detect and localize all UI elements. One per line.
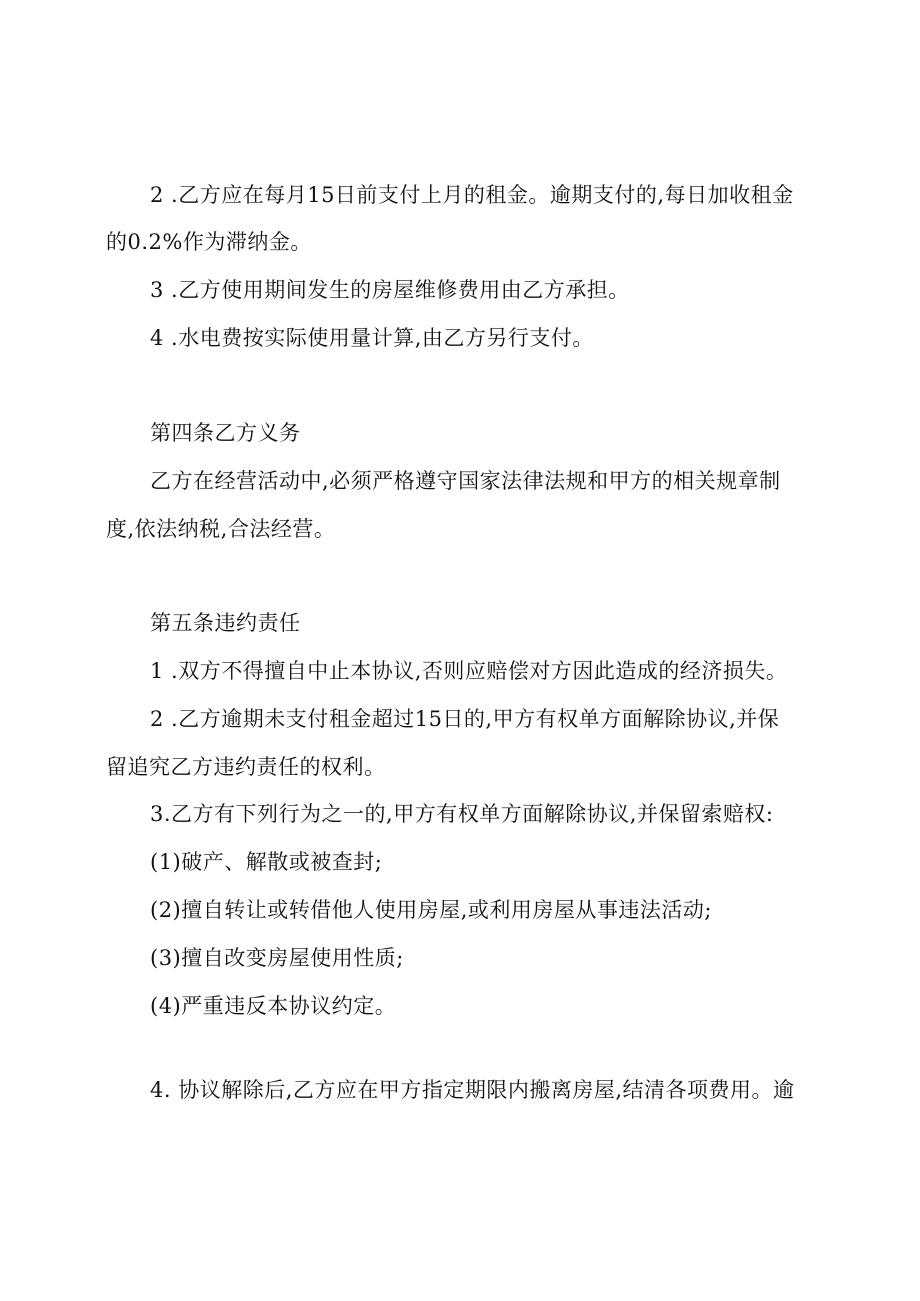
clause-5-item-3-sub-3: (3)擅自改变房屋使用性质; <box>150 946 404 970</box>
clause-5-item-2-line-2: 留追究乙方违约责任的权利。 <box>106 755 386 779</box>
clause-4-body-line-1: 乙方在经营活动中,必须严格遵守国家法律法规和甲方的相关规章制 <box>150 469 781 493</box>
clause-3-item-4: 4 .水电费按实际使用量计算,由乙方另行支付。 <box>150 326 594 350</box>
clause-3-item-2-line-2: 的0.2%作为滞纳金。 <box>106 230 312 254</box>
clause-5-item-1: 1 .双方不得擅自中止本协议,否则应赔偿对方因此造成的经济损失。 <box>150 659 788 683</box>
clause-3-item-2-line-1: 2 .乙方应在每月15日前支付上月的租金。逾期支付的,每日加收租金 <box>150 183 794 207</box>
clause-5-item-3-sub-4: (4)严重违反本协议约定。 <box>150 994 397 1018</box>
clause-4-heading: 第四条乙方义务 <box>150 421 301 445</box>
clause-5-item-2-line-1: 2 .乙方逾期未支付租金超过15日的,甲方有权单方面解除协议,并保 <box>150 707 780 731</box>
clause-4-body-line-2: 度,依法纳税,合法经营。 <box>106 517 336 541</box>
clause-5-item-3-sub-2: (2)擅自转让或转借他人使用房屋,或利用房屋从事违法活动; <box>150 898 712 922</box>
clause-5-item-3: 3.乙方有下列行为之一的,甲方有权单方面解除协议,并保留索赔权: <box>150 802 774 826</box>
clause-5-item-4-line-1: 4. 协议解除后,乙方应在甲方指定期限内搬离房屋,结清各项费用。逾 <box>150 1078 795 1102</box>
clause-5-heading: 第五条违约责任 <box>150 611 301 635</box>
clause-5-item-3-sub-1: (1)破产、解散或被查封; <box>150 850 383 874</box>
clause-3-item-3: 3 .乙方使用期间发生的房屋维修费用由乙方承担。 <box>150 278 630 302</box>
